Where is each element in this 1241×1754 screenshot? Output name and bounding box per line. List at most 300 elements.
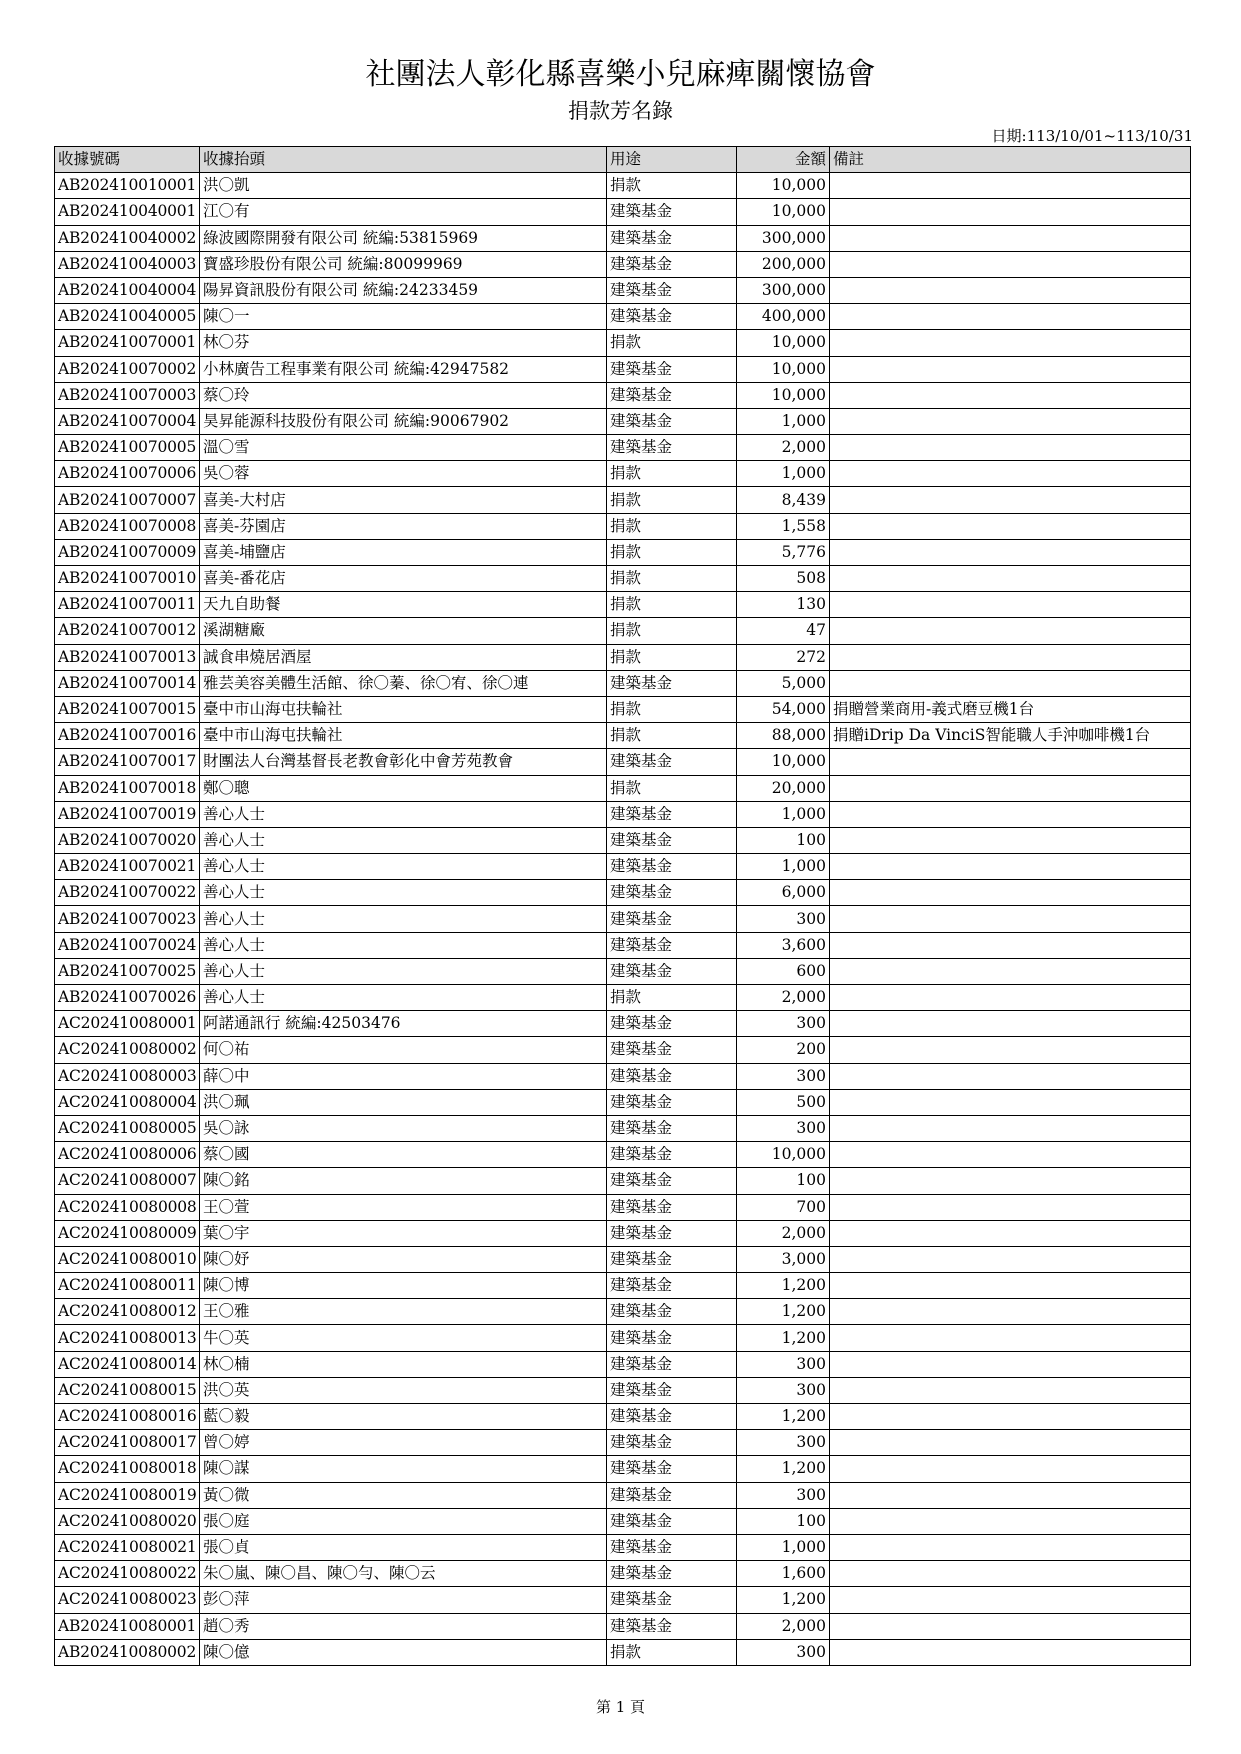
table-row bbox=[55, 1037, 1191, 1063]
note-cell bbox=[830, 854, 1191, 880]
note-cell: 捐贈營業商用-義式磨豆機1台 bbox=[830, 696, 1191, 722]
receipt-number-cell: AB202410070016 bbox=[55, 723, 200, 749]
note-cell bbox=[830, 1561, 1191, 1587]
amount-cell: 300 bbox=[737, 1351, 830, 1377]
note-cell bbox=[830, 1430, 1191, 1456]
column-header-receipt-title: 收據抬頭 bbox=[200, 147, 607, 173]
page-number: 第 1 頁 bbox=[595, 1698, 646, 1716]
receipt-number-cell: AC202410080006 bbox=[55, 1142, 200, 1168]
purpose-cell: 建築基金 bbox=[607, 199, 737, 225]
table-row bbox=[55, 251, 1191, 277]
table-row bbox=[55, 1063, 1191, 1089]
purpose-cell: 捐款 bbox=[607, 644, 737, 670]
table-row bbox=[55, 985, 1191, 1011]
note-cell bbox=[830, 749, 1191, 775]
receipt-title-cell: 喜美-埔鹽店 bbox=[200, 539, 607, 565]
purpose-cell: 建築基金 bbox=[607, 435, 737, 461]
purpose-cell: 建築基金 bbox=[607, 1011, 737, 1037]
table-row bbox=[55, 906, 1191, 932]
purpose-cell: 捐款 bbox=[607, 1639, 737, 1665]
table-row bbox=[55, 696, 1191, 722]
purpose-cell: 建築基金 bbox=[607, 1246, 737, 1272]
note-cell bbox=[830, 1299, 1191, 1325]
purpose-cell: 建築基金 bbox=[607, 225, 737, 251]
purpose-cell: 建築基金 bbox=[607, 932, 737, 958]
note-cell bbox=[830, 1194, 1191, 1220]
table-row bbox=[55, 1456, 1191, 1482]
receipt-title-cell: 喜美-大村店 bbox=[200, 487, 607, 513]
purpose-cell: 捐款 bbox=[607, 592, 737, 618]
amount-cell: 1,000 bbox=[737, 854, 830, 880]
receipt-title-cell: 善心人士 bbox=[200, 906, 607, 932]
amount-cell: 1,000 bbox=[737, 1534, 830, 1560]
purpose-cell: 建築基金 bbox=[607, 1377, 737, 1403]
table-row bbox=[55, 487, 1191, 513]
receipt-title-cell: 善心人士 bbox=[200, 801, 607, 827]
receipt-title-cell: 善心人士 bbox=[200, 958, 607, 984]
table-row bbox=[55, 644, 1191, 670]
receipt-number-cell: AB202410070025 bbox=[55, 958, 200, 984]
table-row bbox=[55, 1404, 1191, 1430]
purpose-cell: 建築基金 bbox=[607, 958, 737, 984]
note-cell bbox=[830, 932, 1191, 958]
purpose-cell: 建築基金 bbox=[607, 1404, 737, 1430]
note-cell bbox=[830, 1011, 1191, 1037]
table-row bbox=[55, 408, 1191, 434]
purpose-cell: 捐款 bbox=[607, 723, 737, 749]
receipt-number-cell: AB202410070006 bbox=[55, 461, 200, 487]
amount-cell: 300 bbox=[737, 1011, 830, 1037]
receipt-title-cell: 雅芸美容美體生活館、徐〇蓁、徐〇宥、徐〇連 bbox=[200, 670, 607, 696]
table-row bbox=[55, 723, 1191, 749]
table-row bbox=[55, 1561, 1191, 1587]
receipt-title-cell: 臺中市山海屯扶輪社 bbox=[200, 723, 607, 749]
table-row bbox=[55, 1613, 1191, 1639]
receipt-number-cell: AB202410070003 bbox=[55, 382, 200, 408]
amount-cell: 10,000 bbox=[737, 1142, 830, 1168]
purpose-cell: 建築基金 bbox=[607, 827, 737, 853]
receipt-title-cell: 昊昇能源科技股份有限公司 統編:90067902 bbox=[200, 408, 607, 434]
receipt-number-cell: AC202410080011 bbox=[55, 1273, 200, 1299]
receipt-number-cell: AC202410080004 bbox=[55, 1089, 200, 1115]
note-cell bbox=[830, 1089, 1191, 1115]
receipt-number-cell: AB202410070014 bbox=[55, 670, 200, 696]
receipt-title-cell: 阿諾通訊行 統編:42503476 bbox=[200, 1011, 607, 1037]
receipt-title-cell: 趙〇秀 bbox=[200, 1613, 607, 1639]
receipt-title-cell: 善心人士 bbox=[200, 827, 607, 853]
amount-cell: 300,000 bbox=[737, 225, 830, 251]
note-cell bbox=[830, 1325, 1191, 1351]
table-row bbox=[55, 513, 1191, 539]
table-row bbox=[55, 277, 1191, 303]
amount-cell: 10,000 bbox=[737, 749, 830, 775]
table-row bbox=[55, 225, 1191, 251]
purpose-cell: 建築基金 bbox=[607, 801, 737, 827]
purpose-cell: 建築基金 bbox=[607, 251, 737, 277]
receipt-title-cell: 王〇萱 bbox=[200, 1194, 607, 1220]
note-cell bbox=[830, 906, 1191, 932]
table-row bbox=[55, 1587, 1191, 1613]
table-row bbox=[55, 1508, 1191, 1534]
amount-cell: 300,000 bbox=[737, 277, 830, 303]
amount-cell: 10,000 bbox=[737, 356, 830, 382]
note-cell bbox=[830, 382, 1191, 408]
receipt-title-cell: 朱〇嵐、陳〇昌、陳〇勻、陳〇云 bbox=[200, 1561, 607, 1587]
table-row bbox=[55, 670, 1191, 696]
amount-cell: 200 bbox=[737, 1037, 830, 1063]
amount-cell: 1,200 bbox=[737, 1404, 830, 1430]
table-row bbox=[55, 749, 1191, 775]
purpose-cell: 建築基金 bbox=[607, 1115, 737, 1141]
table-row bbox=[55, 356, 1191, 382]
receipt-title-cell: 臺中市山海屯扶輪社 bbox=[200, 696, 607, 722]
amount-cell: 1,000 bbox=[737, 408, 830, 434]
amount-cell: 300 bbox=[737, 1482, 830, 1508]
amount-cell: 400,000 bbox=[737, 304, 830, 330]
amount-cell: 20,000 bbox=[737, 775, 830, 801]
receipt-number-cell: AC202410080010 bbox=[55, 1246, 200, 1272]
table-row bbox=[55, 618, 1191, 644]
purpose-cell: 建築基金 bbox=[607, 906, 737, 932]
table-body bbox=[55, 173, 1191, 1666]
note-cell bbox=[830, 251, 1191, 277]
receipt-title-cell: 張〇庭 bbox=[200, 1508, 607, 1534]
table-row bbox=[55, 304, 1191, 330]
table-row bbox=[55, 1430, 1191, 1456]
purpose-cell: 建築基金 bbox=[607, 304, 737, 330]
receipt-title-cell: 溪湖糖廠 bbox=[200, 618, 607, 644]
note-cell bbox=[830, 435, 1191, 461]
amount-cell: 100 bbox=[737, 827, 830, 853]
receipt-number-cell: AB202410080001 bbox=[55, 1613, 200, 1639]
receipt-number-cell: AB202410070026 bbox=[55, 985, 200, 1011]
table-row bbox=[55, 1351, 1191, 1377]
table-row bbox=[55, 854, 1191, 880]
receipt-title-cell: 薛〇中 bbox=[200, 1063, 607, 1089]
amount-cell: 10,000 bbox=[737, 382, 830, 408]
note-cell bbox=[830, 1063, 1191, 1089]
column-header-note: 備註 bbox=[830, 147, 1191, 173]
amount-cell: 1,000 bbox=[737, 461, 830, 487]
receipt-title-cell: 林〇楠 bbox=[200, 1351, 607, 1377]
receipt-number-cell: AB202410070008 bbox=[55, 513, 200, 539]
receipt-number-cell: AB202410040003 bbox=[55, 251, 200, 277]
note-cell: 捐贈iDrip Da VinciS智能職人手沖咖啡機1台 bbox=[830, 723, 1191, 749]
table-row bbox=[55, 775, 1191, 801]
receipt-number-cell: AC202410080021 bbox=[55, 1534, 200, 1560]
receipt-title-cell: 溫〇雪 bbox=[200, 435, 607, 461]
purpose-cell: 建築基金 bbox=[607, 1430, 737, 1456]
amount-cell: 54,000 bbox=[737, 696, 830, 722]
note-cell bbox=[830, 1168, 1191, 1194]
receipt-number-cell: AB202410080002 bbox=[55, 1639, 200, 1665]
receipt-title-cell: 財團法人台灣基督長老教會彰化中會芳苑教會 bbox=[200, 749, 607, 775]
receipt-number-cell: AB202410040002 bbox=[55, 225, 200, 251]
receipt-number-cell: AB202410070007 bbox=[55, 487, 200, 513]
receipt-title-cell: 小林廣告工程事業有限公司 統編:42947582 bbox=[200, 356, 607, 382]
amount-cell: 3,000 bbox=[737, 1246, 830, 1272]
table-row bbox=[55, 827, 1191, 853]
receipt-number-cell: AC202410080015 bbox=[55, 1377, 200, 1403]
receipt-title-cell: 牛〇英 bbox=[200, 1325, 607, 1351]
receipt-number-cell: AB202410040001 bbox=[55, 199, 200, 225]
receipt-number-cell: AC202410080018 bbox=[55, 1456, 200, 1482]
table-row bbox=[55, 1011, 1191, 1037]
amount-cell: 300 bbox=[737, 1377, 830, 1403]
purpose-cell: 捐款 bbox=[607, 330, 737, 356]
amount-cell: 300 bbox=[737, 1115, 830, 1141]
receipt-number-cell: AB202410070004 bbox=[55, 408, 200, 434]
receipt-title-cell: 寶盛珍股份有限公司 統編:80099969 bbox=[200, 251, 607, 277]
amount-cell: 10,000 bbox=[737, 199, 830, 225]
amount-cell: 1,200 bbox=[737, 1273, 830, 1299]
amount-cell: 700 bbox=[737, 1194, 830, 1220]
amount-cell: 300 bbox=[737, 1063, 830, 1089]
receipt-title-cell: 林〇芬 bbox=[200, 330, 607, 356]
purpose-cell: 捐款 bbox=[607, 173, 737, 199]
amount-cell: 500 bbox=[737, 1089, 830, 1115]
receipt-title-cell: 陳〇一 bbox=[200, 304, 607, 330]
receipt-number-cell: AC202410080002 bbox=[55, 1037, 200, 1063]
table-row bbox=[55, 1220, 1191, 1246]
amount-cell: 100 bbox=[737, 1508, 830, 1534]
receipt-number-cell: AC202410080023 bbox=[55, 1587, 200, 1613]
purpose-cell: 捐款 bbox=[607, 775, 737, 801]
column-header-purpose: 用途 bbox=[607, 147, 737, 173]
note-cell bbox=[830, 330, 1191, 356]
receipt-title-cell: 江〇有 bbox=[200, 199, 607, 225]
note-cell bbox=[830, 801, 1191, 827]
purpose-cell: 建築基金 bbox=[607, 382, 737, 408]
receipt-number-cell: AB202410070022 bbox=[55, 880, 200, 906]
receipt-title-cell: 黃〇微 bbox=[200, 1482, 607, 1508]
note-cell bbox=[830, 1351, 1191, 1377]
receipt-number-cell: AB202410070001 bbox=[55, 330, 200, 356]
purpose-cell: 建築基金 bbox=[607, 1037, 737, 1063]
purpose-cell: 捐款 bbox=[607, 513, 737, 539]
table-row bbox=[55, 199, 1191, 225]
purpose-cell: 建築基金 bbox=[607, 1561, 737, 1587]
note-cell bbox=[830, 1404, 1191, 1430]
purpose-cell: 建築基金 bbox=[607, 1587, 737, 1613]
receipt-number-cell: AB202410040004 bbox=[55, 277, 200, 303]
note-cell bbox=[830, 670, 1191, 696]
receipt-number-cell: AB202410070005 bbox=[55, 435, 200, 461]
amount-cell: 1,000 bbox=[737, 801, 830, 827]
table-row bbox=[55, 330, 1191, 356]
note-cell bbox=[830, 1613, 1191, 1639]
note-cell bbox=[830, 827, 1191, 853]
page-subtitle: 捐款芳名錄 bbox=[568, 99, 673, 123]
purpose-cell: 建築基金 bbox=[607, 1168, 737, 1194]
receipt-title-cell: 善心人士 bbox=[200, 985, 607, 1011]
table-row bbox=[55, 880, 1191, 906]
table-row bbox=[55, 1168, 1191, 1194]
receipt-number-cell: AC202410080003 bbox=[55, 1063, 200, 1089]
amount-cell: 300 bbox=[737, 1430, 830, 1456]
receipt-title-cell: 洪〇英 bbox=[200, 1377, 607, 1403]
receipt-title-cell: 藍〇毅 bbox=[200, 1404, 607, 1430]
receipt-title-cell: 陳〇博 bbox=[200, 1273, 607, 1299]
receipt-title-cell: 陳〇億 bbox=[200, 1639, 607, 1665]
receipt-number-cell: AC202410080008 bbox=[55, 1194, 200, 1220]
receipt-title-cell: 綠波國際開發有限公司 統編:53815969 bbox=[200, 225, 607, 251]
purpose-cell: 建築基金 bbox=[607, 1142, 737, 1168]
receipt-number-cell: AC202410080001 bbox=[55, 1011, 200, 1037]
note-cell bbox=[830, 618, 1191, 644]
note-cell bbox=[830, 408, 1191, 434]
receipt-title-cell: 張〇貞 bbox=[200, 1534, 607, 1560]
note-cell bbox=[830, 1482, 1191, 1508]
table-row bbox=[55, 1142, 1191, 1168]
purpose-cell: 建築基金 bbox=[607, 277, 737, 303]
receipt-title-cell: 吳〇詠 bbox=[200, 1115, 607, 1141]
receipt-number-cell: AC202410080005 bbox=[55, 1115, 200, 1141]
receipt-title-cell: 善心人士 bbox=[200, 932, 607, 958]
note-cell bbox=[830, 356, 1191, 382]
amount-cell: 1,558 bbox=[737, 513, 830, 539]
receipt-number-cell: AC202410080012 bbox=[55, 1299, 200, 1325]
note-cell bbox=[830, 173, 1191, 199]
purpose-cell: 建築基金 bbox=[607, 1534, 737, 1560]
receipt-title-cell: 喜美-芬園店 bbox=[200, 513, 607, 539]
amount-cell: 10,000 bbox=[737, 173, 830, 199]
receipt-title-cell: 葉〇宇 bbox=[200, 1220, 607, 1246]
purpose-cell: 建築基金 bbox=[607, 356, 737, 382]
purpose-cell: 建築基金 bbox=[607, 1482, 737, 1508]
receipt-title-cell: 何〇祐 bbox=[200, 1037, 607, 1063]
note-cell bbox=[830, 1639, 1191, 1665]
receipt-title-cell: 善心人士 bbox=[200, 854, 607, 880]
note-cell bbox=[830, 539, 1191, 565]
column-header-amount: 金額 bbox=[737, 147, 830, 173]
table-row bbox=[55, 592, 1191, 618]
amount-cell: 600 bbox=[737, 958, 830, 984]
amount-cell: 200,000 bbox=[737, 251, 830, 277]
note-cell bbox=[830, 775, 1191, 801]
purpose-cell: 建築基金 bbox=[607, 1063, 737, 1089]
table-row bbox=[55, 1194, 1191, 1220]
table-row bbox=[55, 1299, 1191, 1325]
amount-cell: 6,000 bbox=[737, 880, 830, 906]
amount-cell: 2,000 bbox=[737, 985, 830, 1011]
table-row bbox=[55, 461, 1191, 487]
note-cell bbox=[830, 1456, 1191, 1482]
amount-cell: 2,000 bbox=[737, 1220, 830, 1246]
receipt-number-cell: AB202410070010 bbox=[55, 566, 200, 592]
note-cell bbox=[830, 592, 1191, 618]
amount-cell: 1,200 bbox=[737, 1299, 830, 1325]
purpose-cell: 建築基金 bbox=[607, 749, 737, 775]
receipt-title-cell: 蔡〇國 bbox=[200, 1142, 607, 1168]
receipt-title-cell: 王〇雅 bbox=[200, 1299, 607, 1325]
purpose-cell: 捐款 bbox=[607, 566, 737, 592]
receipt-title-cell: 彭〇萍 bbox=[200, 1587, 607, 1613]
receipt-number-cell: AC202410080016 bbox=[55, 1404, 200, 1430]
receipt-number-cell: AC202410080019 bbox=[55, 1482, 200, 1508]
page-title: 社團法人彰化縣喜樂小兒麻痺關懷協會 bbox=[365, 57, 876, 92]
column-header-receipt-number: 收據號碼 bbox=[55, 147, 200, 173]
note-cell bbox=[830, 1587, 1191, 1613]
note-cell bbox=[830, 1377, 1191, 1403]
table-row bbox=[55, 173, 1191, 199]
receipt-number-cell: AB202410070021 bbox=[55, 854, 200, 880]
amount-cell: 100 bbox=[737, 1168, 830, 1194]
amount-cell: 10,000 bbox=[737, 330, 830, 356]
receipt-title-cell: 鄭〇聰 bbox=[200, 775, 607, 801]
receipt-number-cell: AB202410070013 bbox=[55, 644, 200, 670]
receipt-number-cell: AC202410080013 bbox=[55, 1325, 200, 1351]
purpose-cell: 捐款 bbox=[607, 539, 737, 565]
receipt-number-cell: AB202410070019 bbox=[55, 801, 200, 827]
receipt-number-cell: AB202410070015 bbox=[55, 696, 200, 722]
purpose-cell: 建築基金 bbox=[607, 1220, 737, 1246]
table-row bbox=[55, 1325, 1191, 1351]
receipt-title-cell: 陳〇銘 bbox=[200, 1168, 607, 1194]
receipt-number-cell: AB202410070009 bbox=[55, 539, 200, 565]
receipt-number-cell: AC202410080020 bbox=[55, 1508, 200, 1534]
purpose-cell: 建築基金 bbox=[607, 1508, 737, 1534]
amount-cell: 47 bbox=[737, 618, 830, 644]
amount-cell: 1,200 bbox=[737, 1587, 830, 1613]
purpose-cell: 建築基金 bbox=[607, 854, 737, 880]
receipt-title-cell: 曾〇婷 bbox=[200, 1430, 607, 1456]
table-row bbox=[55, 566, 1191, 592]
amount-cell: 5,776 bbox=[737, 539, 830, 565]
receipt-title-cell: 洪〇凱 bbox=[200, 173, 607, 199]
table-row bbox=[55, 382, 1191, 408]
purpose-cell: 捐款 bbox=[607, 461, 737, 487]
purpose-cell: 建築基金 bbox=[607, 408, 737, 434]
note-cell bbox=[830, 1220, 1191, 1246]
note-cell bbox=[830, 644, 1191, 670]
note-cell bbox=[830, 225, 1191, 251]
note-cell bbox=[830, 513, 1191, 539]
table-row bbox=[55, 1377, 1191, 1403]
note-cell bbox=[830, 304, 1191, 330]
receipt-number-cell: AC202410080007 bbox=[55, 1168, 200, 1194]
table-header-row bbox=[55, 147, 1191, 173]
purpose-cell: 捐款 bbox=[607, 487, 737, 513]
receipt-title-cell: 天九自助餐 bbox=[200, 592, 607, 618]
note-cell bbox=[830, 1115, 1191, 1141]
amount-cell: 2,000 bbox=[737, 1613, 830, 1639]
note-cell bbox=[830, 1534, 1191, 1560]
receipt-number-cell: AC202410080014 bbox=[55, 1351, 200, 1377]
note-cell bbox=[830, 461, 1191, 487]
note-cell bbox=[830, 487, 1191, 513]
receipt-number-cell: AB202410070012 bbox=[55, 618, 200, 644]
receipt-number-cell: AB202410070011 bbox=[55, 592, 200, 618]
note-cell bbox=[830, 985, 1191, 1011]
amount-cell: 5,000 bbox=[737, 670, 830, 696]
purpose-cell: 建築基金 bbox=[607, 670, 737, 696]
note-cell bbox=[830, 1508, 1191, 1534]
table-row bbox=[55, 1639, 1191, 1665]
donation-table bbox=[54, 146, 1191, 1666]
receipt-number-cell: AB202410070020 bbox=[55, 827, 200, 853]
receipt-number-cell: AB202410070023 bbox=[55, 906, 200, 932]
amount-cell: 300 bbox=[737, 1639, 830, 1665]
table-row bbox=[55, 932, 1191, 958]
purpose-cell: 捐款 bbox=[607, 618, 737, 644]
amount-cell: 130 bbox=[737, 592, 830, 618]
receipt-title-cell: 誠食串燒居酒屋 bbox=[200, 644, 607, 670]
table-row bbox=[55, 1246, 1191, 1272]
receipt-number-cell: AB202410070024 bbox=[55, 932, 200, 958]
table-row bbox=[55, 1273, 1191, 1299]
note-cell bbox=[830, 1142, 1191, 1168]
